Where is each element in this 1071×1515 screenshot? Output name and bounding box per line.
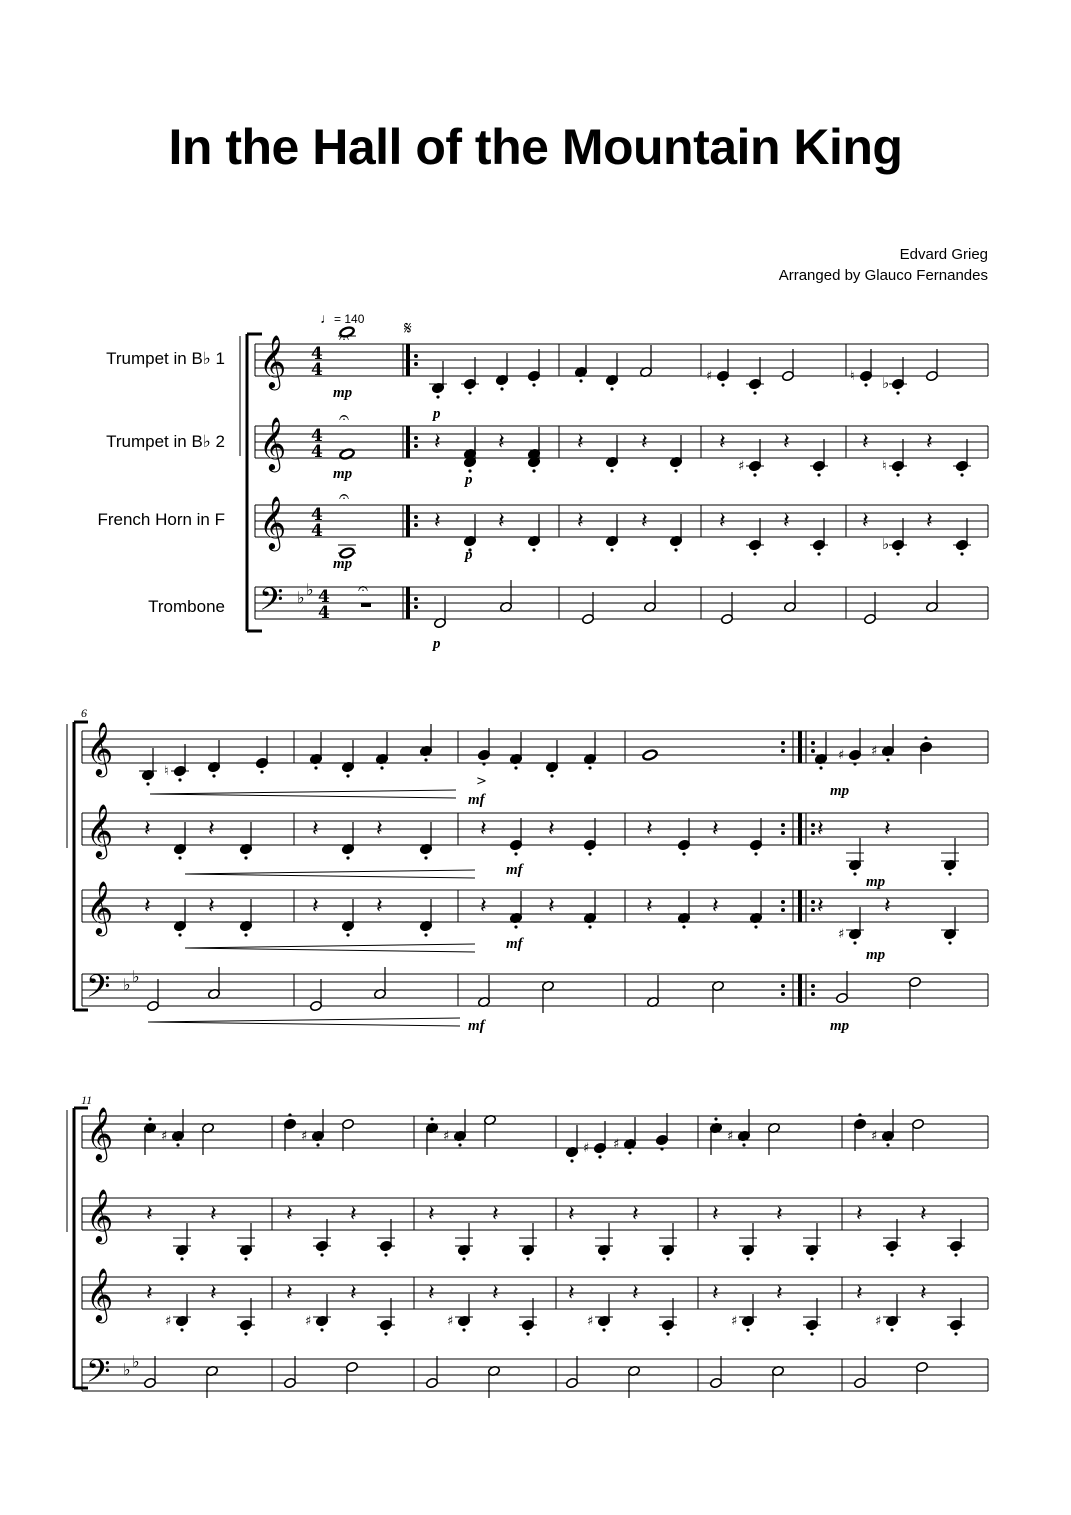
time-signature-top: 4: [311, 505, 323, 525]
quarter-rest-icon: 𝄽: [492, 1281, 499, 1306]
fermata-icon: 𝄐: [339, 486, 350, 507]
quarter-rest-icon: 𝄽: [926, 430, 933, 455]
staccato-dot: [579, 379, 582, 382]
dynamic-mf: mf: [468, 1018, 485, 1034]
quarter-rest-icon: 𝄽: [646, 894, 653, 919]
staccato-dot: [384, 1253, 387, 1256]
staccato-dot: [244, 1257, 247, 1260]
quarter-rest-icon: 𝄽: [783, 430, 790, 455]
staccato-dot: [948, 941, 951, 944]
quarter-rest-icon: 𝄽: [492, 1202, 499, 1227]
staccato-dot: [514, 852, 517, 855]
accent-icon: >: [476, 774, 487, 789]
instrument-label-french-horn: French Horn in F: [97, 510, 225, 529]
repeat-dot: [414, 515, 418, 519]
notes-layer: [139, 326, 971, 1398]
staccato-dot: [430, 1117, 433, 1120]
staccato-dot: [316, 1143, 319, 1146]
staccato-dot: [462, 1257, 465, 1260]
quarter-rest-icon: 𝄽: [776, 1202, 783, 1227]
time-signature-bottom: 4: [318, 603, 330, 623]
quarter-rest-icon: 𝄽: [434, 509, 441, 534]
treble-clef-icon: 𝄞: [86, 721, 114, 775]
repeat-dot: [414, 523, 418, 527]
quarter-rest-icon: 𝄽: [548, 894, 555, 919]
dynamic-mp: mp: [830, 783, 850, 799]
quarter-rest-icon: 𝄽: [641, 430, 648, 455]
quarter-rest-icon: 𝄽: [376, 894, 383, 919]
staccato-dot: [954, 1253, 957, 1256]
sharp-icon: ♯: [301, 1129, 308, 1144]
repeat-dot: [414, 354, 418, 358]
quarter-rest-icon: 𝄽: [783, 509, 790, 534]
measure-number-6: 6: [81, 706, 87, 720]
repeat-dot: [811, 741, 815, 745]
dynamic-mp: mp: [333, 556, 353, 572]
sharp-icon: ♯: [161, 1129, 168, 1144]
quarter-rest-icon: 𝄽: [208, 817, 215, 842]
repeat-dot: [781, 823, 785, 827]
staccato-dot: [753, 552, 756, 555]
sharp-icon: ♯: [613, 1137, 620, 1152]
quarter-rest-icon: 𝄽: [480, 817, 487, 842]
staccato-dot: [532, 548, 535, 551]
staccato-dot: [886, 758, 889, 761]
staccato-dot: [602, 1257, 605, 1260]
fermata-icon: 𝄐: [339, 327, 350, 348]
staccato-dot: [746, 1257, 749, 1260]
staccato-dot: [896, 391, 899, 394]
quarter-rest-icon: 𝄽: [884, 894, 891, 919]
sharp-icon: ♯: [731, 1314, 738, 1329]
staccato-dot: [754, 852, 757, 855]
staccato-dot: [960, 552, 963, 555]
staccato-dot: [817, 473, 820, 476]
staccato-dot: [853, 941, 856, 944]
quarter-rest-icon: 𝄽: [376, 817, 383, 842]
sharp-icon: ♯: [838, 748, 845, 763]
repeat-dot: [781, 749, 785, 753]
treble-clef-icon: 𝄞: [259, 416, 287, 470]
quarter-rest-icon: 𝄽: [548, 817, 555, 842]
staccato-dot: [212, 774, 215, 777]
quarter-rest-icon: 𝄽: [817, 894, 824, 919]
sharp-icon: ♯: [727, 1129, 734, 1144]
staccato-dot: [628, 1151, 631, 1154]
staccato-dot: [462, 1328, 465, 1331]
staccato-dot: [817, 552, 820, 555]
staccato-dot: [244, 1332, 247, 1335]
staccato-dot: [178, 856, 181, 859]
staccato-dot: [810, 1257, 813, 1260]
quarter-rest-icon: 𝄽: [926, 509, 933, 534]
crescendo-line: [150, 794, 456, 798]
sharp-icon: ♯: [871, 1129, 878, 1144]
quarter-rest-icon: 𝄽: [884, 817, 891, 842]
repeat-dot: [414, 605, 418, 609]
quarter-rest-icon: 𝄽: [146, 1202, 153, 1227]
repeat-dot: [811, 900, 815, 904]
treble-clef-icon: 𝄞: [86, 1188, 114, 1242]
flat-icon: ♭: [882, 535, 890, 553]
staccato-dot: [721, 383, 724, 386]
staccato-dot: [570, 1159, 573, 1162]
treble-clef-icon: 𝄞: [86, 880, 114, 934]
staccato-dot: [666, 1332, 669, 1335]
staccato-dot: [346, 933, 349, 936]
repeat-dot: [414, 362, 418, 366]
staccato-dot: [178, 933, 181, 936]
quarter-rest-icon: 𝄽: [856, 1281, 863, 1306]
sharp-icon: ♯: [738, 459, 745, 474]
staccato-dot: [666, 1257, 669, 1260]
staccato-dot: [682, 925, 685, 928]
quarter-rest-icon: 𝄽: [434, 430, 441, 455]
dynamic-mp: mp: [830, 1018, 850, 1034]
dynamic-mp: mp: [333, 466, 353, 482]
repeat-dot: [781, 908, 785, 912]
staccato-dot: [890, 1328, 893, 1331]
crescendo-line: [185, 944, 475, 948]
quarter-rest-icon: 𝄽: [350, 1281, 357, 1306]
quarter-rest-icon: 𝄽: [210, 1202, 217, 1227]
crescendo-line: [148, 1018, 460, 1022]
quarter-rest-icon: 𝄽: [719, 430, 726, 455]
quarter-rest-icon: 𝄽: [498, 430, 505, 455]
staccato-dot: [424, 933, 427, 936]
staccato-dot: [896, 473, 899, 476]
dynamic-mp: mp: [866, 947, 886, 963]
staccato-dot: [753, 473, 756, 476]
staccato-dot: [176, 1143, 179, 1146]
sharp-icon: ♯: [871, 744, 878, 759]
staccato-dot: [853, 762, 856, 765]
flat-icon: ♭: [297, 588, 305, 607]
staccato-dot: [320, 1253, 323, 1256]
staccato-dot: [380, 766, 383, 769]
bass-clef-icon: 𝄢: [259, 581, 284, 625]
staccato-dot: [598, 1155, 601, 1158]
staccato-dot: [948, 872, 951, 875]
sharp-icon: ♯: [875, 1314, 882, 1329]
time-signature-bottom: 4: [311, 442, 323, 462]
staccato-dot: [468, 391, 471, 394]
staccato-dot: [890, 1253, 893, 1256]
repeat-dot: [811, 831, 815, 835]
repeat-dot: [811, 992, 815, 996]
repeat-dot: [414, 597, 418, 601]
quarter-rest-icon: 𝄽: [498, 509, 505, 534]
fermata-icon: 𝄐: [339, 407, 350, 428]
staccato-dot: [180, 1328, 183, 1331]
time-signature-top: 4: [311, 344, 323, 364]
treble-clef-icon: 𝄞: [86, 803, 114, 857]
sharp-icon: ♯: [587, 1314, 594, 1329]
treble-clef-icon: 𝄞: [86, 1106, 114, 1160]
quarter-rest-icon: 𝄽: [646, 817, 653, 842]
staccato-dot: [810, 1332, 813, 1335]
time-signature-top: 4: [318, 587, 330, 607]
dynamic-p: p: [433, 406, 441, 422]
repeat-dot: [781, 984, 785, 988]
treble-clef-icon: 𝄞: [259, 495, 287, 549]
staccato-dot: [610, 469, 613, 472]
time-signature-top: 4: [311, 426, 323, 446]
quarter-rest-icon: 𝄽: [350, 1202, 357, 1227]
quarter-rest-icon: 𝄽: [146, 1281, 153, 1306]
repeat-dot: [781, 992, 785, 996]
staccato-dot: [588, 766, 591, 769]
flat-icon: ♭: [123, 975, 131, 994]
natural-icon: ♮: [850, 369, 855, 384]
staccato-dot: [864, 383, 867, 386]
staccato-dot: [514, 766, 517, 769]
flat-icon: ♭: [306, 580, 314, 599]
staccato-dot: [746, 1328, 749, 1331]
quarter-rest-icon: 𝄽: [920, 1202, 927, 1227]
dynamic-mf: mf: [506, 862, 523, 878]
dynamic-mp: mp: [866, 874, 886, 890]
staccato-dot: [532, 469, 535, 472]
staccato-dot: [714, 1117, 717, 1120]
quarter-rest-icon: 𝄽: [632, 1202, 639, 1227]
staccato-dot: [424, 856, 427, 859]
time-signature-bottom: 4: [311, 521, 323, 541]
staccato-dot: [588, 852, 591, 855]
staccato-dot: [896, 552, 899, 555]
dynamic-mf: mf: [468, 792, 485, 808]
staccato-dot: [742, 1143, 745, 1146]
staccato-dot: [288, 1113, 291, 1116]
crescendo-line: [150, 790, 456, 794]
staccato-dot: [660, 1147, 663, 1150]
time-signature-bottom: 4: [311, 360, 323, 380]
tempo-mark: ♩= 140: [320, 310, 365, 326]
sharp-icon: ♯: [443, 1129, 450, 1144]
instrument-label-trumpet-1: Trumpet in B♭ 1: [106, 349, 225, 368]
staccato-dot: [424, 758, 427, 761]
quarter-rest-icon: 𝄽: [428, 1281, 435, 1306]
staccato-dot: [320, 1328, 323, 1331]
flat-icon: ♭: [882, 374, 890, 392]
instrument-label-trumpet-2: Trumpet in B♭ 2: [106, 432, 225, 451]
staccato-dot: [500, 387, 503, 390]
notehead: [642, 749, 658, 761]
repeat-dot: [781, 741, 785, 745]
bass-clef-icon: 𝄢: [86, 1353, 111, 1397]
repeat-dot: [811, 908, 815, 912]
quarter-rest-icon: 𝄽: [632, 1281, 639, 1306]
dynamic-mf: mf: [506, 936, 523, 952]
staccato-dot: [682, 852, 685, 855]
fermata-icon: 𝄐: [358, 578, 369, 599]
staccato-dot: [674, 548, 677, 551]
staccato-dot: [858, 1113, 861, 1116]
quarter-rest-icon: 𝄽: [712, 817, 719, 842]
quarter-rest-icon: 𝄽: [577, 430, 584, 455]
staccato-dot: [148, 1117, 151, 1120]
staccato-dot: [180, 1257, 183, 1260]
crescendo-line: [148, 1022, 460, 1026]
staccato-dot: [244, 933, 247, 936]
repeat-dot: [414, 436, 418, 440]
natural-icon: ♮: [882, 459, 887, 474]
staccato-dot: [954, 1332, 957, 1335]
measure-number-11: 11: [81, 1093, 93, 1107]
staccato-dot: [754, 925, 757, 928]
dynamic-p: p: [465, 547, 473, 563]
sharp-icon: ♯: [305, 1314, 312, 1329]
quarter-rest-icon: 𝄽: [286, 1281, 293, 1306]
quarter-rest-icon: 𝄽: [210, 1281, 217, 1306]
staccato-dot: [602, 1328, 605, 1331]
staccato-dot: [458, 1143, 461, 1146]
quarter-rest-icon: 𝄽: [568, 1202, 575, 1227]
quarter-rest-icon: 𝄽: [856, 1202, 863, 1227]
quarter-rest-icon: 𝄽: [577, 509, 584, 534]
treble-clef-icon: 𝄞: [86, 1267, 114, 1321]
staccato-dot: [346, 856, 349, 859]
half-rest-icon: [361, 603, 371, 607]
staccato-dot: [753, 391, 756, 394]
crescendo-line: [185, 874, 475, 878]
staccato-dot: [588, 925, 591, 928]
sharp-icon: ♯: [706, 369, 713, 384]
text-layer: [81, 310, 886, 1107]
staccato-dot: [550, 774, 553, 777]
repeat-dot: [811, 749, 815, 753]
quarter-rest-icon: 𝄽: [568, 1281, 575, 1306]
staccato-dot: [314, 766, 317, 769]
crescendo-line: [185, 948, 475, 952]
treble-clef-icon: 𝄞: [259, 334, 287, 388]
staccato-dot: [526, 1257, 529, 1260]
quarter-rest-icon: 𝄽: [712, 894, 719, 919]
bass-clef-icon: 𝄢: [86, 968, 111, 1012]
natural-icon: ♮: [164, 764, 169, 779]
sharp-icon: ♯: [447, 1314, 454, 1329]
staccato-dot: [924, 736, 927, 739]
staccato-dot: [610, 387, 613, 390]
flat-icon: ♭: [123, 1360, 131, 1379]
segno-sign: 𝄋: [404, 318, 412, 339]
staccato-dot: [244, 856, 247, 859]
sharp-icon: ♯: [165, 1314, 172, 1329]
quarter-rest-icon: 𝄽: [312, 817, 319, 842]
staccato-dot: [436, 395, 439, 398]
staccato-dot: [610, 548, 613, 551]
sharp-icon: ♯: [838, 927, 845, 942]
quarter-rest-icon: 𝄽: [428, 1202, 435, 1227]
staccato-dot: [482, 762, 485, 765]
quarter-rest-icon: 𝄽: [208, 894, 215, 919]
staccato-dot: [674, 469, 677, 472]
staccato-dot: [514, 925, 517, 928]
staccato-dot: [853, 872, 856, 875]
instrument-label-trombone: Trombone: [148, 597, 225, 616]
quarter-rest-icon: 𝄽: [144, 817, 151, 842]
staccato-dot: [819, 766, 822, 769]
arranger-name: Arranged by Glauco Fernandes: [778, 267, 988, 284]
repeat-dot: [781, 900, 785, 904]
piece-title: In the Hall of the Mountain King: [168, 119, 903, 175]
quarter-rest-icon: 𝄽: [776, 1281, 783, 1306]
quarter-rest-icon: 𝄽: [144, 894, 151, 919]
repeat-dot: [414, 444, 418, 448]
flat-icon: ♭: [132, 1352, 140, 1371]
staccato-dot: [178, 778, 181, 781]
staccato-dot: [526, 1332, 529, 1335]
quarter-rest-icon: 𝄽: [641, 509, 648, 534]
quarter-rest-icon: 𝄽: [862, 509, 869, 534]
staccato-dot: [260, 770, 263, 773]
staccato-dot: [886, 1143, 889, 1146]
staccato-dot: [960, 473, 963, 476]
staccato-dot: [346, 774, 349, 777]
quarter-rest-icon: 𝄽: [286, 1202, 293, 1227]
quarter-rest-icon: 𝄽: [719, 509, 726, 534]
staccato-dot: [384, 1332, 387, 1335]
quarter-rest-icon: 𝄽: [712, 1281, 719, 1306]
repeat-dot: [781, 831, 785, 835]
dynamic-p: p: [433, 636, 441, 652]
quarter-rest-icon: 𝄽: [712, 1202, 719, 1227]
flat-icon: ♭: [132, 967, 140, 986]
quarter-rest-icon: 𝄽: [817, 817, 824, 842]
dynamic-p: p: [465, 472, 473, 488]
repeat-dot: [811, 823, 815, 827]
quarter-rest-icon: 𝄽: [862, 430, 869, 455]
crescendo-line: [185, 870, 475, 874]
quarter-rest-icon: 𝄽: [920, 1281, 927, 1306]
repeat-dot: [811, 984, 815, 988]
composer-name: Edvard Grieg: [899, 246, 988, 263]
quarter-rest-icon: 𝄽: [480, 894, 487, 919]
sharp-icon: ♯: [583, 1141, 590, 1156]
dynamic-mp: mp: [333, 385, 353, 401]
quarter-rest-icon: 𝄽: [312, 894, 319, 919]
staccato-dot: [532, 383, 535, 386]
staccato-dot: [146, 782, 149, 785]
